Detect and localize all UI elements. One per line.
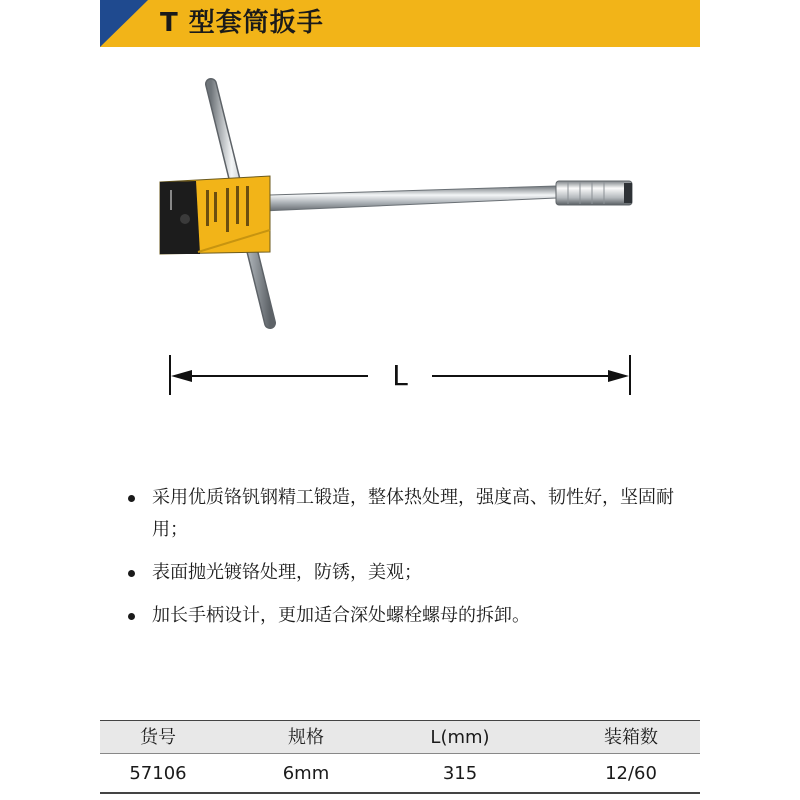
product-tag [160,176,270,254]
wrench-shaft [240,186,556,212]
header-pack-qty: 装箱数 [604,727,658,748]
cell-spec: 6mm [282,763,330,784]
feature-text: 采用优质铬钒钢精工锻造，整体热处理，强度高、韧性好，坚固耐用； [152,487,674,540]
table-bottom-rule [100,792,700,794]
feature-list [128,482,688,643]
list-item [128,557,688,589]
cell-item-number: 57106 [129,763,187,784]
cell-length: 315 [442,763,478,784]
feature-text: 表面抛光镀铬处理，防锈，美观； [152,562,422,583]
socket-head [556,181,632,205]
bullet-icon [128,570,135,577]
bullet-icon [128,495,135,502]
list-item [128,600,688,632]
page-title: T 型套筒扳手 [160,8,324,38]
spec-table-header [100,721,700,754]
feature-text: 加长手柄设计，更加适合深处螺栓螺母的拆卸。 [152,605,530,626]
header-spec: 规格 [288,727,324,748]
cell-pack-qty: 12/60 [605,763,657,784]
header-length: L(mm) [430,727,490,748]
table-row [100,757,700,790]
table-header-rule [100,753,700,754]
dimension-label: L [392,359,408,392]
list-item [128,482,688,546]
header-item-number: 货号 [140,727,176,748]
bullet-icon [128,613,135,620]
